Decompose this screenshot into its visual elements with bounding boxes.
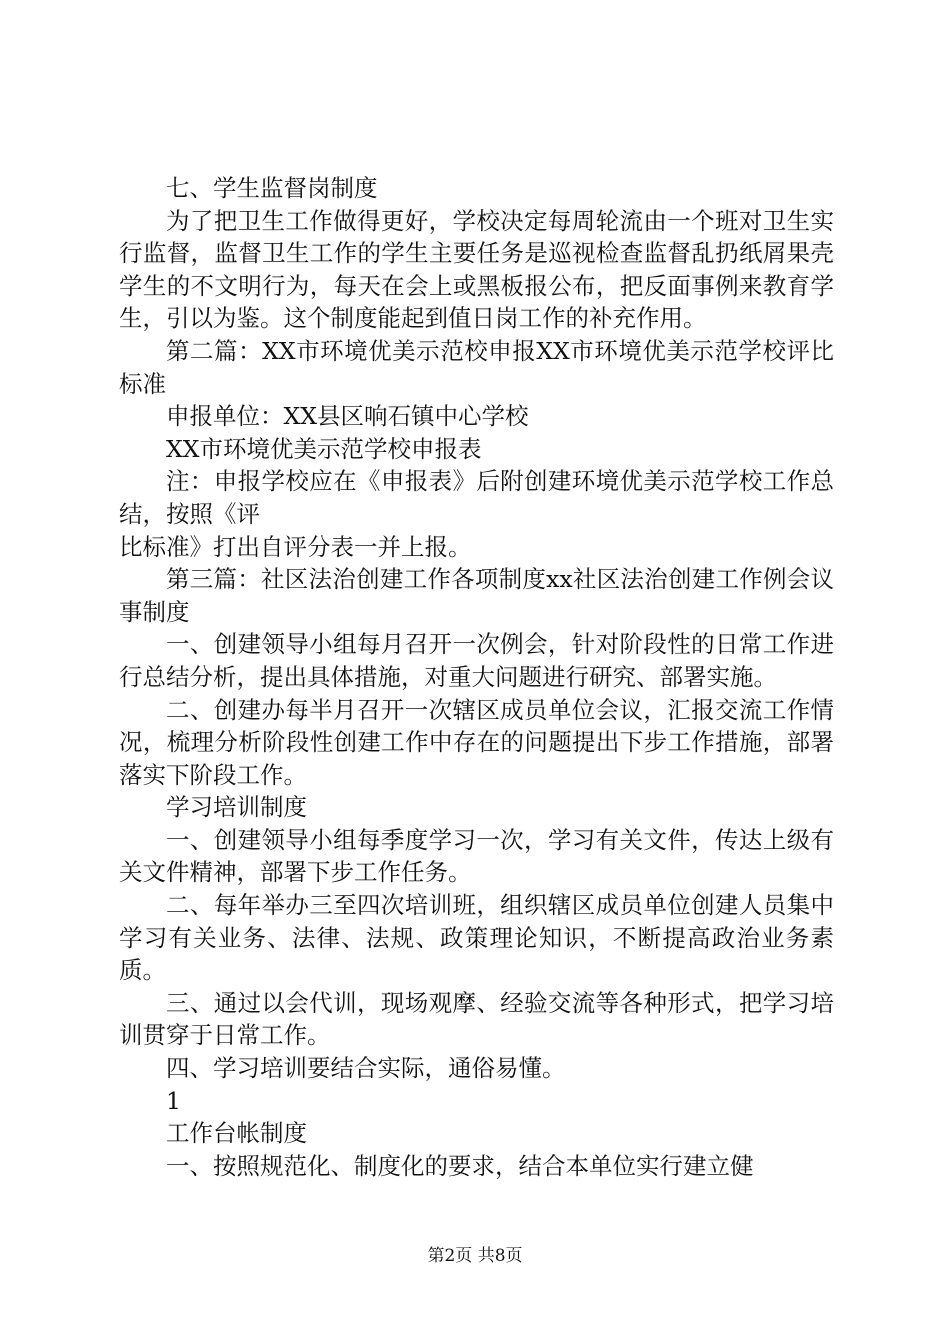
chapter-heading: 第三篇：社区法治创建工作各项制度xx社区法治创建工作例会议事制度 <box>119 565 834 626</box>
body-paragraph: 二、每年举办三至四次培训班，组织辖区成员单位创建人员集中学习有关业务、法律、法规、政策理论知识，不断提高政治业务素质。 <box>119 891 834 985</box>
chapter-heading: 第二篇：XX市环境优美示范校申报XX市环境优美示范学校评比标准 <box>119 336 834 398</box>
section-heading: 工作台帐制度 <box>166 1119 307 1148</box>
body-paragraph: 一、创建领导小组每月召开一次例会，针对阶段性的日常工作进行总结分析，提出具体措施，对重大问题进行研究、部署实施。 <box>119 630 834 691</box>
body-paragraph: 三、通过以会代训，现场观摩、经验交流等各种形式，把学习培训贯穿于日常工作。 <box>119 988 834 1050</box>
section-heading: 七、学生监督岗制度 <box>166 174 378 202</box>
body-paragraph: 一、按照规范化、制度化的要求，结合本单位实行建立健 <box>166 1151 754 1180</box>
body-paragraph: 四、学习培训要结合实际，通俗易懂。 <box>166 1054 566 1083</box>
section-heading: 学习培训制度 <box>166 793 307 822</box>
page-footer <box>0 1244 950 1268</box>
note-paragraph: 注：申报学校应在《申报表》后附创建环境优美示范学校工作总结，按照《评 <box>119 467 834 528</box>
body-paragraph: 为了把卫生工作做得更好，学校决定每周轮流由一个班对卫生实行监督，监督卫生工作的学生主要任务是巡视检查监督乱扔纸屑果壳学生的不文明行为，每天在会上或黑板报公布，把反面事例来教育学生，引以为鉴。这个制度能起到值日岗工作的补充作用。 <box>119 206 834 333</box>
body-paragraph: 申报单位：XX县区响石镇中心学校 <box>166 402 529 431</box>
page-number-label: 第2页 共8页 <box>427 1246 523 1266</box>
note-paragraph-continued: 比标准》打出自评分表一并上报。 <box>119 532 472 561</box>
body-paragraph: 一、创建领导小组每季度学习一次，学习有关文件，传达上级有关文件精神，部署下步工作任务。 <box>119 825 834 887</box>
inline-page-number: 1 <box>166 1086 181 1115</box>
document-body <box>119 172 834 1182</box>
body-paragraph: XX市环境优美示范学校申报表 <box>166 434 482 463</box>
body-paragraph: 二、创建办每半月召开一次辖区成员单位会议，汇报交流工作情况，梳理分析阶段性创建工作中存在的问题提出下步工作措施，部署落实下阶段工作。 <box>119 695 834 789</box>
